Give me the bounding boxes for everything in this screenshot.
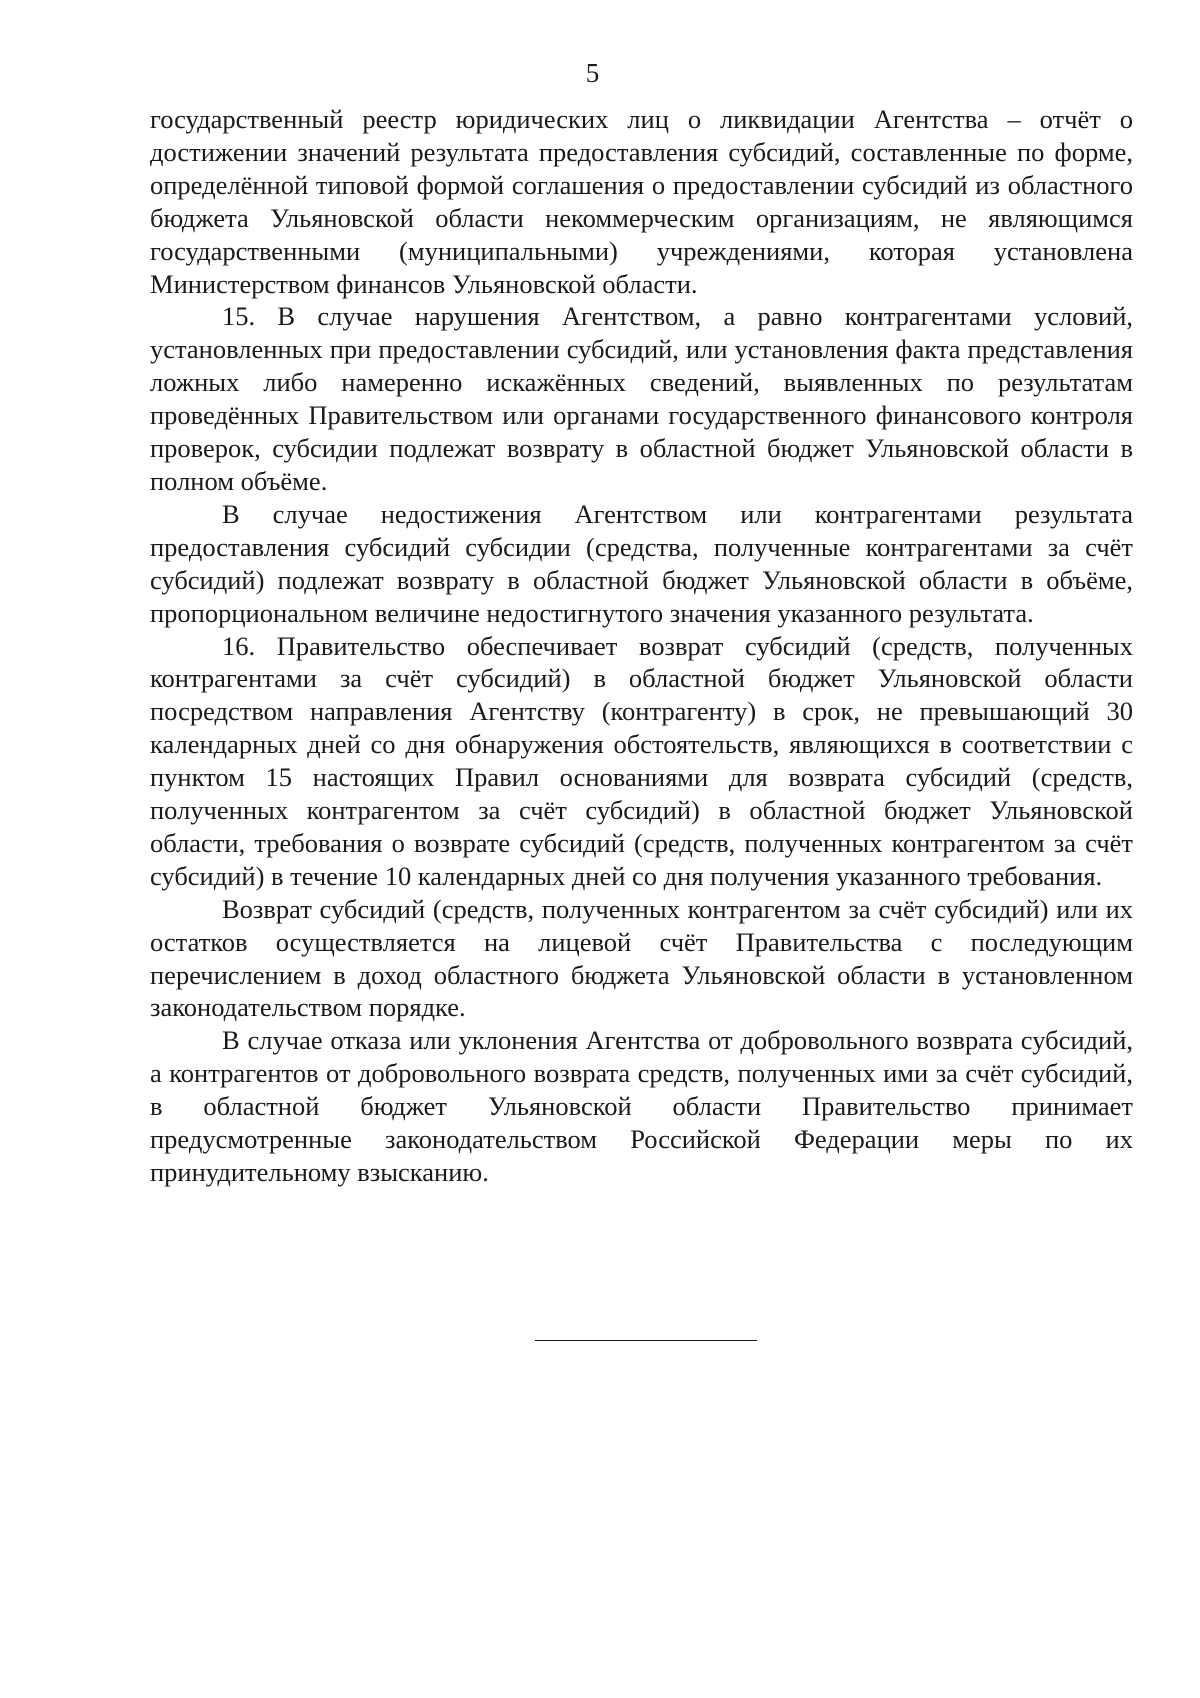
paragraph-clause-16-part-2: Возврат субсидий (средств, полученных контрагентом за счёт субсидий) или их остатков осуществляется на лицевой счёт Правительства с последующим перечислением в доход областного бюджета Ульяновской области в установленном законодательством порядке. [150,893,1133,1023]
page-number: 5 [585,58,600,88]
end-of-document-rule [535,1340,757,1341]
paragraph-clause-15: 15. В случае нарушения Агентством, а равно контрагентами условий, установленных при предоставлении субсидий, или установления факта представления ложных либо намеренно искажённых сведений, выявленных по результатам проведённых Правительством или органами государственного финансового контроля проверок, субсидии подлежат возврату в областной бюджет Ульяновской области в полном объёме. [150,301,1133,496]
document-body [150,103,1133,1189]
paragraph-clause-16-part-3: В случае отказа или уклонения Агентства от добровольного возврата субсидий, а контрагентов от добровольного возврата средств, полученных ими за счёт субсидий, в областной бюджет Ульяновской области Правительство принимает предусмотренные законодательством Российской Федерации меры по их принудительному взысканию. [150,1025,1133,1187]
paragraph-clause-15-part-2: В случае недостижения Агентством или контрагентами результата предоставления субсидий субсидии (средства, полученные контрагентами за счёт субсидий) подлежат возврату в областной бюджет Ульяновской области в объёме, пропорциональном величине недостигнутого значения указанного результата. [150,498,1133,628]
paragraph-clause-16: 16. Правительство обеспечивает возврат субсидий (средств, полученных контрагентами за счёт субсидий) в областной бюджет Ульяновской области посредством направления Агентству (контрагенту) в срок, не превышающий 30 календарных дней со дня обнаружения обстоятельств, являющихся в соответствии с пунктом 15 настоящих Правил основаниями для возврата субсидий (средств, полученных контрагентом за счёт субсидий) в областной бюджет Ульяновской области, требования о возврате субсидий (средств, полученных контрагентом за счёт субсидий) в течение 10 календарных дней со дня получения указанного требования. [150,630,1133,891]
paragraph-continuation: государственный реестр юридических лиц о ликвидации Агентства – отчёт о достижении значений результата предоставления субсидий, составленные по форме, определённой типовой формой соглашения о предоставлении субсидий из областного бюджета Ульяновской области некоммерческим организациям, не являющимся государственными (муниципальными) учреждениями, которая установлена Министерством финансов Ульяновской области. [150,104,1133,299]
